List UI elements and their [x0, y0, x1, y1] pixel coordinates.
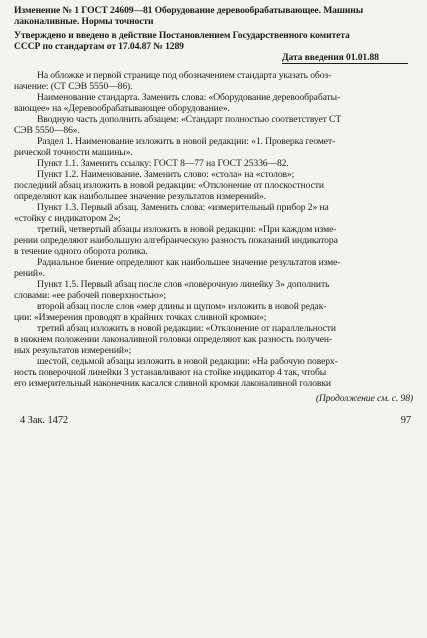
body-line: рической точности машины». — [14, 147, 133, 158]
body-line: шестой, седьмой абзацы изложить в новой редакции: «На рабочую поверх- — [37, 356, 338, 367]
body-line: Пункт 1.5. Первый абзац после слов «поверочную линейку 3» дополнить — [37, 279, 330, 290]
body-line: начение: (СТ СЭВ 5550—86). — [14, 81, 133, 92]
body-line: в нижнем положении лаконаливной головки определяют как разность получен- — [14, 334, 332, 345]
body-line: СЭВ 5550—86». — [14, 125, 80, 136]
body-line: На обложке и первой странице под обозначением стандарта указать обоз- — [37, 70, 332, 81]
page-number: 97 — [400, 415, 411, 426]
title-line-1: Изменение № 1 ГОСТ 24609—81 Оборудование деревообрабатывающее. Машины — [14, 5, 364, 16]
continuation-note: (Продолжение см. с. 98) — [315, 393, 413, 404]
body-line: Вводную часть дополнить абзацем: «Стандарт полностью соответствует СТ — [37, 114, 342, 125]
body-line: третий, четвертый абзацы изложить в новой редакции: «При каждом изме- — [37, 224, 337, 235]
body-line: ции: «Измерения проводят в крайних точках сливной кромки»; — [14, 312, 267, 323]
body-line: словами: «ее рабочей поверхностью»; — [14, 290, 166, 301]
effective-date-underline — [282, 63, 408, 64]
body-line: Наименование стандарта. Заменить слова: «Оборудование деревообрабаты- — [37, 92, 341, 103]
title-line-2: лаконаливные. Нормы точности — [14, 16, 154, 27]
body-line: Пункт 1.1. Заменить ссылку: ГОСТ 8—77 на ГОСТ 25336—82. — [37, 158, 289, 169]
body-line: ных результатов измерений»; — [14, 345, 132, 356]
body-line: второй абзац после слов «мер длины и щупом» изложить в новой редак- — [37, 301, 327, 312]
body-line: «стойку с индикатором 2»; — [14, 213, 121, 224]
approval-line-1: Утверждено и введено в действие Постановлением Государственного комитета — [14, 30, 350, 41]
footer-order-number: 4 Зак. 1472 — [20, 415, 69, 426]
body-line: третий абзац изложить в новой редакции: «Отклонение от параллельности — [37, 323, 336, 334]
body-line: последний абзац изложить в новой редакции: «Отклонение от плоскостности — [14, 180, 324, 191]
body-line: Пункт 1.2. Наименование. Заменить слово: «стола» на «столов»; — [37, 169, 295, 180]
body-line: в течение одного оборота ролика. — [14, 246, 148, 257]
body-line: определяют как наибольшее значение результатов измерений». — [14, 191, 267, 202]
body-line: Радиальное биение определяют как наибольшее значение результатов изме- — [37, 257, 341, 268]
body-line: вающее» на «Деревообрабатывающее оборудование». — [14, 103, 230, 114]
body-line: рений». — [14, 268, 45, 279]
approval-line-2: СССР по стандартам от 17.04.87 № 1289 — [14, 41, 184, 52]
body-line: Раздел 1. Наименование изложить в новой редакции: «1. Проверка геомет- — [37, 136, 336, 147]
body-line: рении определяют наибольшую алгебраическую разность показаний индикатора — [14, 235, 338, 246]
body-line: его измерительный наконечник касался сливной кромки лаконаливной головки — [14, 378, 331, 389]
body-line: Пункт 1.3. Первый абзац. Заменить слова: «измерительный прибор 2» на — [37, 202, 329, 213]
effective-date: Дата введения 01.01.88 — [282, 52, 379, 63]
body-line: ность поверочной линейки 3 устанавливают на стойке индикатор 4 так, чтобы — [14, 367, 327, 378]
